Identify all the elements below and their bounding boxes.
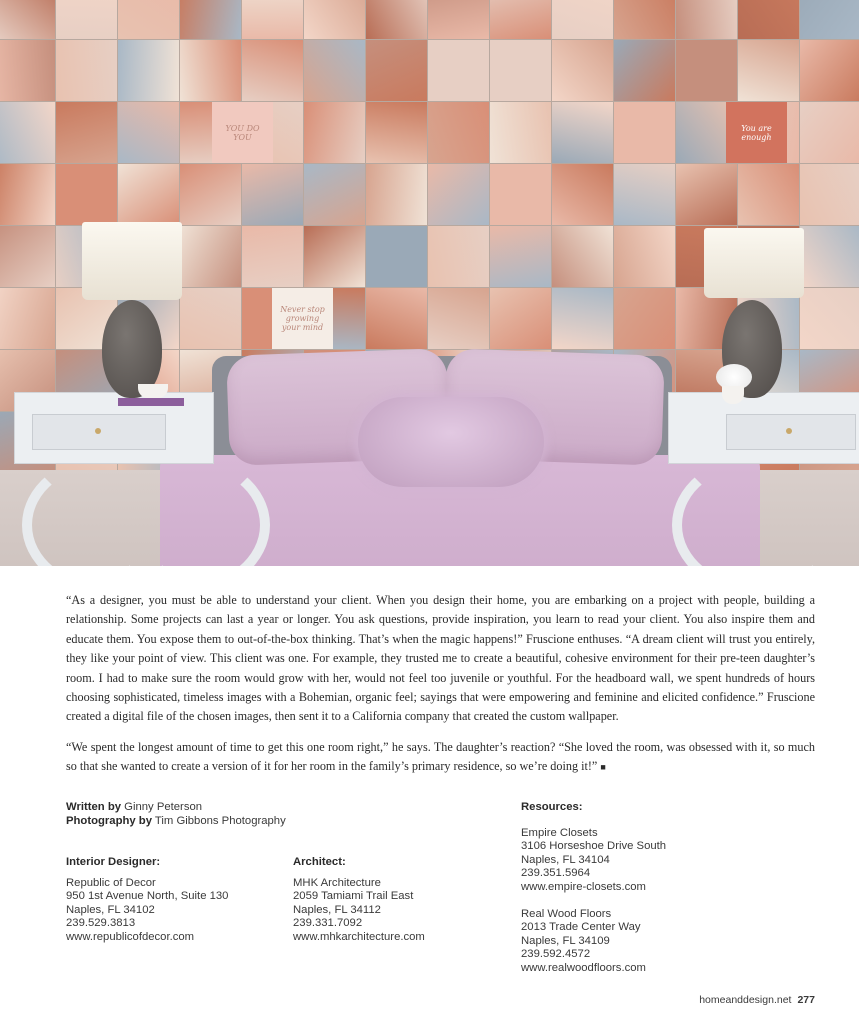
collage-tile bbox=[800, 164, 859, 225]
collage-tile bbox=[552, 0, 613, 39]
interior-designer-line: Republic of Decor bbox=[66, 876, 156, 889]
collage-tile bbox=[614, 288, 675, 349]
architect-line: Naples, FL 34112 bbox=[293, 903, 381, 916]
site-url[interactable]: homeanddesign.net bbox=[699, 994, 792, 1006]
collage-tile bbox=[242, 164, 303, 225]
architect-line: MHK Architecture bbox=[293, 876, 381, 889]
article-paragraph-text: “We spent the longest amount of time to get this one room right,” he says. The daughter’s reaction? “She loved the room, was obsessed with it, so much so that she wanted to create a version of it for her room in the family’s primary residence, so we’re doing it!” bbox=[66, 739, 815, 774]
collage-tile bbox=[800, 102, 859, 163]
collage-tile bbox=[676, 164, 737, 225]
wall-quote-tile: Never stop growing your mind bbox=[272, 288, 333, 349]
collage-tile bbox=[614, 0, 675, 39]
collage-tile bbox=[304, 40, 365, 101]
resource-line: 2013 Trade Center Way bbox=[521, 921, 641, 934]
interior-designer-link[interactable]: www.republicofdecor.com bbox=[66, 930, 195, 943]
collage-tile bbox=[56, 40, 117, 101]
photographer-name: Tim Gibbons Photography bbox=[154, 814, 286, 827]
collage-tile bbox=[552, 226, 613, 287]
collage-tile bbox=[242, 0, 303, 39]
written-by-line bbox=[66, 801, 286, 815]
collage-tile bbox=[180, 40, 241, 101]
collage-tile bbox=[800, 0, 859, 39]
article-body bbox=[66, 591, 815, 789]
fur-pillow bbox=[358, 397, 544, 487]
collage-tile bbox=[490, 0, 551, 39]
collage-tile bbox=[180, 288, 241, 349]
collage-tile bbox=[490, 40, 551, 101]
collage-tile bbox=[180, 0, 241, 39]
collage-tile bbox=[676, 0, 737, 39]
wall-quote-tile: YOU DO YOU bbox=[212, 102, 273, 163]
collage-tile bbox=[366, 40, 427, 101]
collage-tile bbox=[0, 40, 55, 101]
end-mark-icon: ■ bbox=[600, 762, 606, 773]
collage-tile bbox=[0, 288, 55, 349]
interior-designer-heading: Interior Designer: bbox=[66, 856, 161, 868]
collage-tile bbox=[118, 102, 179, 163]
collage-tile bbox=[0, 226, 55, 287]
collage-tile bbox=[490, 164, 551, 225]
collage-tile bbox=[180, 164, 241, 225]
collage-tile bbox=[366, 226, 427, 287]
resource-line: Naples, FL 34109 bbox=[521, 934, 610, 947]
collage-tile bbox=[304, 226, 365, 287]
collage-tile bbox=[614, 164, 675, 225]
collage-tile bbox=[0, 0, 55, 39]
collage-tile bbox=[242, 40, 303, 101]
collage-tile bbox=[428, 40, 489, 101]
resource-line: Naples, FL 34104 bbox=[521, 853, 610, 866]
resources-block bbox=[521, 801, 666, 976]
interior-designer-line: Naples, FL 34102 bbox=[66, 903, 155, 916]
collage-tile bbox=[800, 40, 859, 101]
photography-line bbox=[66, 815, 286, 829]
interior-designer-block bbox=[66, 856, 228, 945]
cup bbox=[138, 384, 168, 398]
drawer-knob bbox=[95, 428, 101, 434]
collage-tile bbox=[676, 40, 737, 101]
collage-tile bbox=[738, 0, 799, 39]
collage-tile bbox=[242, 226, 303, 287]
article-paragraph: “As a designer, you must be able to understand your client. When you design their home, you are embarking on a project with people, building a relationship. Some projects can last a year or longer. You ask questions, provide inspiration, you learn to read your client. You also inspire them and educate them. You expose them to out-of-the-box thinking. That’s when the magic happens!” Fruscione enthuses. “A dream client will trust you entirely, they like your point of view. This client was one. For example, they trusted me to create a beautiful, cohesive environment for their pre-teen daughter’s room. I had to make sure the room would grow with her, would not feel too juvenile or youthful. For the headboard wall, we spent hundreds of hours choosing sophisticated, timeless images with a Bohemian, organic feel; sayings that were empowering and feminine and elicited confidence.” Fruscione created a digital file of the chosen images, then sent it to a California company that created the custom wallpaper. bbox=[66, 593, 815, 724]
article-paragraph bbox=[66, 738, 815, 778]
wall-quote-tile: You are enough bbox=[726, 102, 787, 163]
collage-tile bbox=[56, 0, 117, 39]
collage-tile bbox=[614, 226, 675, 287]
collage-tile bbox=[800, 288, 859, 349]
collage-tile bbox=[366, 102, 427, 163]
collage-tile bbox=[490, 288, 551, 349]
collage-tile bbox=[552, 288, 613, 349]
collage-tile bbox=[800, 226, 859, 287]
collage-tile bbox=[304, 0, 365, 39]
resource-line: Empire Closets bbox=[521, 826, 598, 839]
architect-link[interactable]: www.mhkarchitecture.com bbox=[293, 930, 425, 943]
collage-tile bbox=[0, 164, 55, 225]
collage-tile bbox=[490, 102, 551, 163]
interior-designer-line: 239.529.3813 bbox=[66, 917, 136, 930]
collage-tile bbox=[56, 164, 117, 225]
collage-tile bbox=[428, 102, 489, 163]
collage-tile bbox=[180, 226, 241, 287]
book bbox=[118, 398, 184, 406]
collage-tile bbox=[0, 102, 55, 163]
resource-link[interactable]: www.empire-closets.com bbox=[521, 880, 646, 893]
lamp-shade-left bbox=[82, 222, 182, 300]
collage-tile bbox=[614, 40, 675, 101]
collage-tile bbox=[118, 40, 179, 101]
page-number: 277 bbox=[797, 994, 815, 1006]
collage-tile bbox=[366, 288, 427, 349]
collage-tile bbox=[56, 102, 117, 163]
byline bbox=[66, 801, 286, 828]
photography-label: Photography by bbox=[66, 814, 152, 827]
collage-tile bbox=[428, 164, 489, 225]
architect-line: 2059 Tamiami Trail East bbox=[293, 890, 414, 903]
collage-tile bbox=[552, 164, 613, 225]
resource-line: 239.592.4572 bbox=[521, 948, 591, 961]
drawer-knob bbox=[786, 428, 792, 434]
architect-block bbox=[293, 856, 425, 945]
resource-line: 3106 Horseshoe Drive South bbox=[521, 840, 667, 853]
resource-line: 239.351.5964 bbox=[521, 867, 591, 880]
collage-tile bbox=[614, 102, 675, 163]
resource-link[interactable]: www.realwoodfloors.com bbox=[521, 961, 646, 974]
collage-tile bbox=[118, 164, 179, 225]
page-folio bbox=[699, 994, 815, 1006]
collage-tile bbox=[428, 0, 489, 39]
architect-line: 239.331.7092 bbox=[293, 917, 363, 930]
collage-tile bbox=[428, 288, 489, 349]
collage-tile bbox=[366, 164, 427, 225]
collage-tile bbox=[738, 164, 799, 225]
collage-tile bbox=[552, 40, 613, 101]
collage-tile bbox=[552, 102, 613, 163]
flower-pot bbox=[722, 386, 744, 404]
collage-tile bbox=[366, 0, 427, 39]
collage-tile bbox=[118, 0, 179, 39]
collage-tile bbox=[304, 102, 365, 163]
resources-heading: Resources: bbox=[521, 801, 583, 813]
interior-designer-line: 950 1st Avenue North, Suite 130 bbox=[66, 890, 229, 903]
architect-heading: Architect: bbox=[293, 856, 346, 868]
collage-tile bbox=[738, 40, 799, 101]
collage-tile bbox=[304, 164, 365, 225]
collage-tile bbox=[490, 226, 551, 287]
collage-tile bbox=[428, 226, 489, 287]
written-by-label: Written by bbox=[66, 801, 122, 813]
writer-name: Ginny Peterson bbox=[124, 801, 203, 813]
resource-line: Real Wood Floors bbox=[521, 907, 612, 920]
lamp-shade-right bbox=[704, 228, 804, 298]
